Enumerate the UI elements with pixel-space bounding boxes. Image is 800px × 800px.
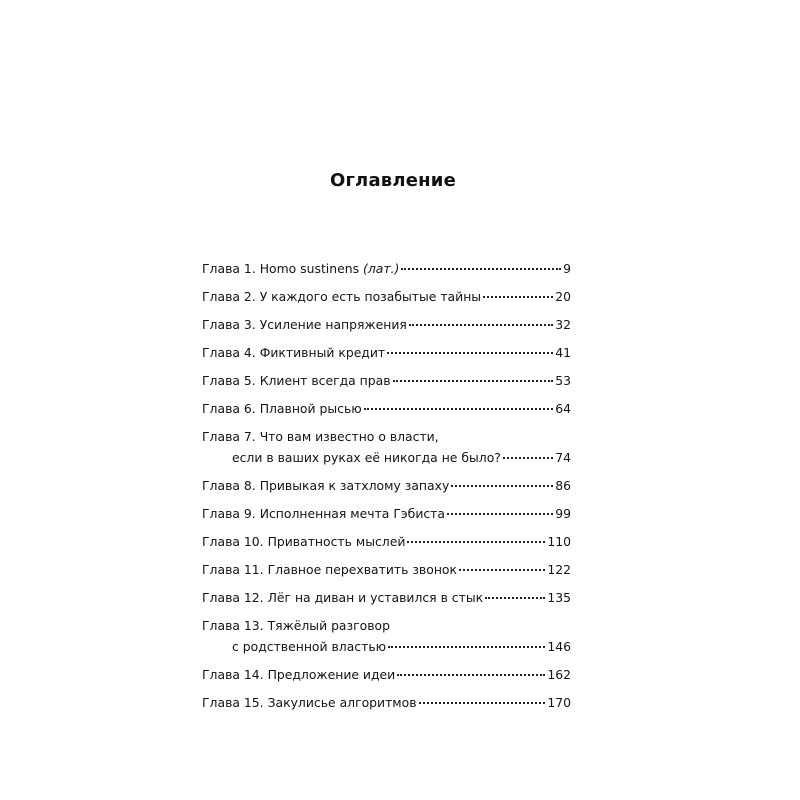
page-number: 41	[555, 345, 571, 360]
leader-dots	[451, 485, 553, 487]
toc-entry-text: Глава 9. Исполненная мечта Гэбиста	[202, 506, 445, 521]
toc-entry-text: Глава 5. Клиент всегда прав	[202, 373, 391, 388]
leader-dots	[388, 646, 545, 648]
toc-entry-3	[202, 314, 571, 335]
page-number: 64	[555, 401, 571, 416]
toc-entry-9	[202, 503, 571, 524]
leader-dots	[401, 268, 561, 270]
page-number: 99	[555, 506, 571, 521]
toc-entry-text: Глава 1. Homo sustinens (лат.)	[202, 261, 400, 276]
toc-entry-text: Глава 8. Привыкая к затхлому запаху	[202, 478, 450, 493]
toc-entry-1	[202, 258, 571, 279]
page-number: 162	[547, 667, 571, 682]
toc-entry-8	[202, 475, 571, 496]
page-title: Оглавление	[329, 170, 457, 191]
leader-dots	[409, 324, 553, 326]
page-number: 170	[547, 695, 571, 710]
page-number: 146	[547, 639, 571, 654]
page-number: 135	[547, 590, 571, 605]
page-number: 122	[547, 562, 571, 577]
leader-dots	[503, 457, 553, 459]
toc-entry-text: Глава 14. Предложение идеи	[202, 667, 396, 682]
page-number: 53	[555, 373, 571, 388]
leader-dots	[364, 408, 554, 410]
toc-entry-text: Глава 11. Главное перехватить звонок	[202, 562, 457, 577]
leader-dots	[397, 674, 545, 676]
toc-entry-15	[202, 692, 571, 713]
leader-dots	[485, 597, 545, 599]
toc-entry-14	[202, 664, 571, 685]
toc-entry-2	[202, 286, 571, 307]
leader-dots	[447, 513, 553, 515]
toc-entry-text: Глава 7. Что вам известно о власти,	[202, 429, 439, 444]
toc-entry-7	[202, 426, 571, 468]
page-number: 20	[555, 289, 571, 304]
toc-entry-6	[202, 398, 571, 419]
toc-entry-text: Глава 13. Тяжёлый разговор	[202, 618, 390, 633]
leader-dots	[483, 296, 553, 298]
toc-entry-text: Глава 2. У каждого есть позабытые тайны	[202, 289, 482, 304]
page-number: 110	[547, 534, 571, 549]
toc-entry-text-continued: с родственной властью	[232, 639, 387, 654]
toc-entry-4	[202, 342, 571, 363]
toc-entry-11	[202, 559, 571, 580]
page-number: 74	[555, 450, 571, 465]
leader-dots	[459, 569, 545, 571]
toc-entry-text: Глава 12. Лёг на диван и уставился в стык	[202, 590, 484, 605]
toc-entry-text: Глава 15. Закулисье алгоритмов	[202, 695, 417, 710]
toc-entry-text: Глава 6. Плавной рысью	[202, 401, 362, 416]
page-number: 9	[563, 261, 571, 276]
page-number: 86	[555, 478, 571, 493]
toc-entry-5	[202, 370, 571, 391]
table-of-contents	[202, 258, 571, 720]
toc-entry-13	[202, 615, 571, 657]
toc-entry-10	[202, 531, 571, 552]
page-number: 32	[555, 317, 571, 332]
toc-entry-text-continued: если в ваших руках её никогда не было?	[232, 450, 501, 465]
leader-dots	[407, 541, 545, 543]
toc-entry-text: Глава 3. Усиление напряжения	[202, 317, 407, 332]
toc-entry-note: (лат.)	[362, 261, 400, 276]
leader-dots	[393, 380, 554, 382]
leader-dots	[419, 702, 546, 704]
leader-dots	[387, 352, 553, 354]
toc-entry-text: Глава 10. Приватность мыслей	[202, 534, 406, 549]
toc-entry-12	[202, 587, 571, 608]
toc-entry-text: Глава 4. Фиктивный кредит	[202, 345, 386, 360]
